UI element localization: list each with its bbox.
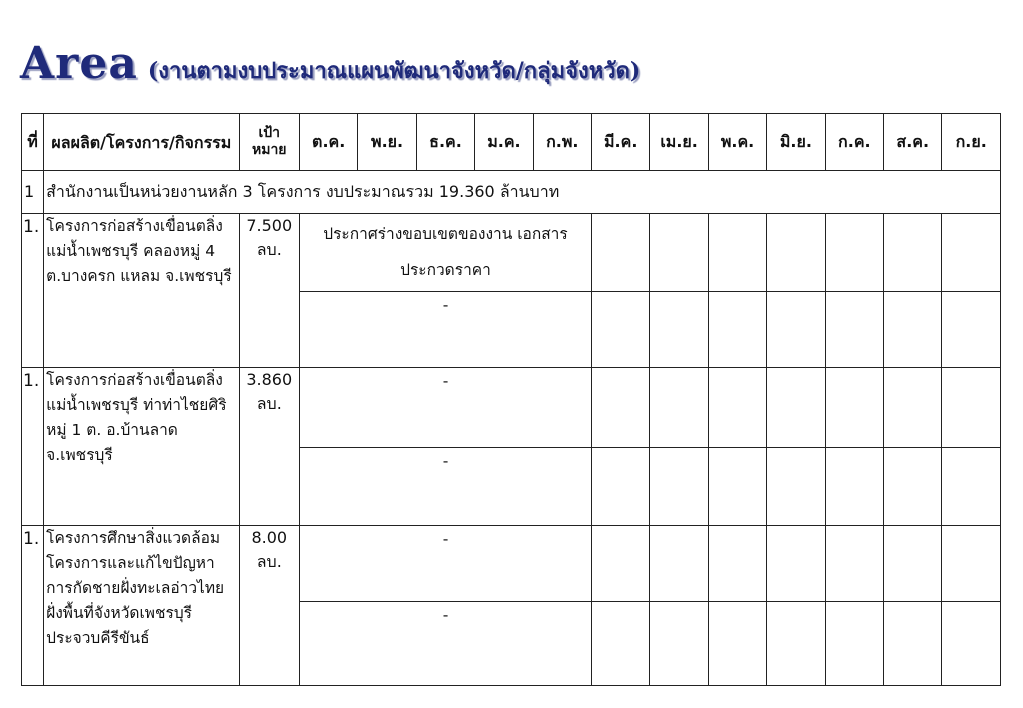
summary-text: สำนักงานเป็นหน่วยงานหลัก 3 โครงการ งบประมาณรวม 19.360 ล้านบาท xyxy=(44,171,1001,214)
project-plan-status: - xyxy=(299,526,591,602)
header-item: ผลผลิต/โครงการ/กิจกรรม xyxy=(44,114,239,171)
header-month: ม.ค. xyxy=(475,114,533,171)
header-month: พ.ค. xyxy=(708,114,766,171)
project-result-status: - xyxy=(299,292,591,368)
header-target: เป้าหมาย xyxy=(239,114,299,171)
title-subtitle: (งานตามงบประมาณแผนพัฒนาจังหวัด/กลุ่มจังหวัด) xyxy=(147,58,641,84)
header-month: ก.ค. xyxy=(825,114,883,171)
header-month: ส.ค. xyxy=(884,114,942,171)
project-target: 3.860 ลบ. xyxy=(239,368,299,526)
summary-no: 1 xyxy=(22,171,44,214)
header-month: มี.ค. xyxy=(592,114,650,171)
project-result-status: - xyxy=(299,602,591,686)
project-plan-status: - xyxy=(299,368,591,448)
project-no: 1. xyxy=(22,526,44,686)
project-plan-status: ประกาศร่างขอบเขตของงาน เอกสารประกวดราคา xyxy=(299,214,591,292)
project-name: โครงการก่อสร้างเขื่อนตลิ่งแม่น้ำเพชรบุรี ท่าท่าไชยศิริ หมู่ 1 ต. อ.บ้านลาด จ.เพชรบุรี xyxy=(44,368,239,526)
header-month: ก.พ. xyxy=(533,114,591,171)
project-plan-row xyxy=(22,368,1001,448)
project-no: 1. xyxy=(22,368,44,526)
project-result-status: - xyxy=(299,448,591,526)
header-month: พ.ย. xyxy=(358,114,416,171)
header-month: ก.ย. xyxy=(942,114,1001,171)
header-month: ต.ค. xyxy=(299,114,357,171)
project-no: 1. xyxy=(22,214,44,368)
project-target: 7.500 ลบ. xyxy=(239,214,299,368)
plan-table xyxy=(21,113,1001,686)
header-no: ที่ xyxy=(22,114,44,171)
project-target: 8.00 ลบ. xyxy=(239,526,299,686)
header-month: เม.ย. xyxy=(650,114,708,171)
project-name: โครงการศึกษาสิ่งแวดล้อม โครงการและแก้ไขปัญหาการกัดชายฝั่งทะเลอ่าวไทยฝั่งพื้นที่จังหวัดเพชรบุรี ประจวบคีรีขันธ์ xyxy=(44,526,239,686)
header-row xyxy=(22,114,1001,171)
project-plan-row xyxy=(22,214,1001,292)
page-title xyxy=(20,38,640,89)
title-main: Area xyxy=(20,38,138,89)
summary-row xyxy=(22,171,1001,214)
project-name: โครงการก่อสร้างเขื่อนตลิ่งแม่น้ำเพชรบุรี คลองหมู่ 4 ต.บางครก แหลม จ.เพชรบุรี xyxy=(44,214,239,368)
project-plan-row xyxy=(22,526,1001,602)
header-month: มิ.ย. xyxy=(767,114,825,171)
header-month: ธ.ค. xyxy=(416,114,474,171)
